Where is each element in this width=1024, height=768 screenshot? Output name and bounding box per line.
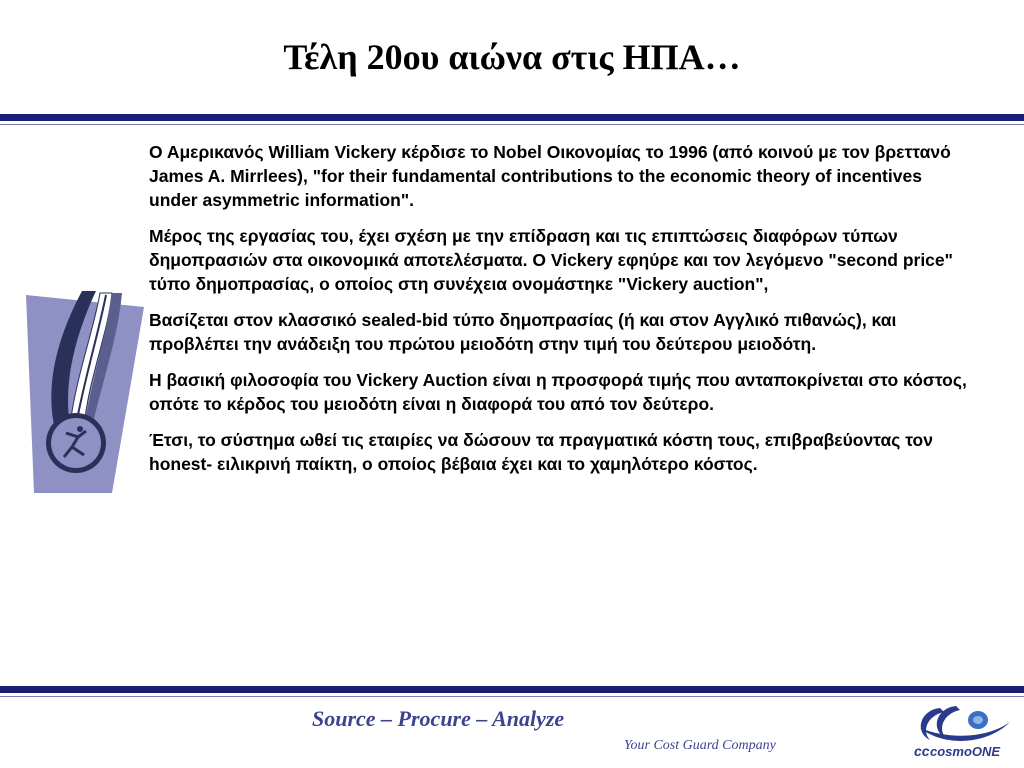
svg-text:cosmoONE: cosmoONE xyxy=(930,744,1001,759)
svg-text:cc: cc xyxy=(914,743,930,759)
footer-subtitle: Your Cost Guard Company xyxy=(624,738,776,753)
slide-body xyxy=(149,140,969,488)
medal-icon xyxy=(26,285,144,495)
paragraph-sealed-bid: Βασίζεται στον κλασσικό sealed-bid τύπο δημοπρασίας (ή και στον Αγγλικό πιθανώς), και προβλέπει την ανάδειξη του πρώτου μειοδότη στην τιμή του δεύτερου μειοδότη. xyxy=(149,310,897,354)
bottom-divider-thin xyxy=(0,696,1024,697)
footer-tagline: Source – Procure – Analyze xyxy=(312,706,565,731)
bottom-divider xyxy=(0,686,1024,693)
slide-title: Τέλη 20ου αιώνα στις ΗΠΑ… xyxy=(283,37,741,77)
paragraph-auction-types: Μέρος της εργασίας του, έχει σχέση με την επίδραση και τις επιπτώσεις διαφόρων τύπων δημοπρασιών στα οικονομικά αποτελέσματα. Ο Vickery εφηύρε και τον λεγόμενο "second price" τύπο δημοπρασίας, ο οποίος στη συνέχεια ονομάστηκε "Vickery auction", xyxy=(149,226,953,294)
top-divider-thin xyxy=(0,124,1024,125)
paragraph-nobel: Ο Αμερικανός William Vickery κέρδισε το Nobel Οικονομίας το 1996 (από κοινού με τον βρεττανό James A. Mirrlees), "for their fundamental contributions to the economic theory of incentives under asymmetric information". xyxy=(149,142,951,210)
cosmoone-logo xyxy=(910,698,1020,764)
paragraph-honest-player: Έτσι, το σύστημα ωθεί τις εταιρίες να δώσουν τα πραγματικά κόστη τους, επιβραβεύοντας τον honest- ειλικρινή παίκτη, ο οποίος βέβαια έχει και το χαμηλότερο κόστος. xyxy=(149,430,933,474)
paragraph-philosophy: Η βασική φιλοσοφία του Vickery Auction είναι η προσφορά τιμής που ανταποκρίνεται στο κόστος, οπότε το κέρδος του μειοδότη είναι η διαφορά του από τον δεύτερο. xyxy=(149,370,967,414)
top-divider xyxy=(0,114,1024,121)
